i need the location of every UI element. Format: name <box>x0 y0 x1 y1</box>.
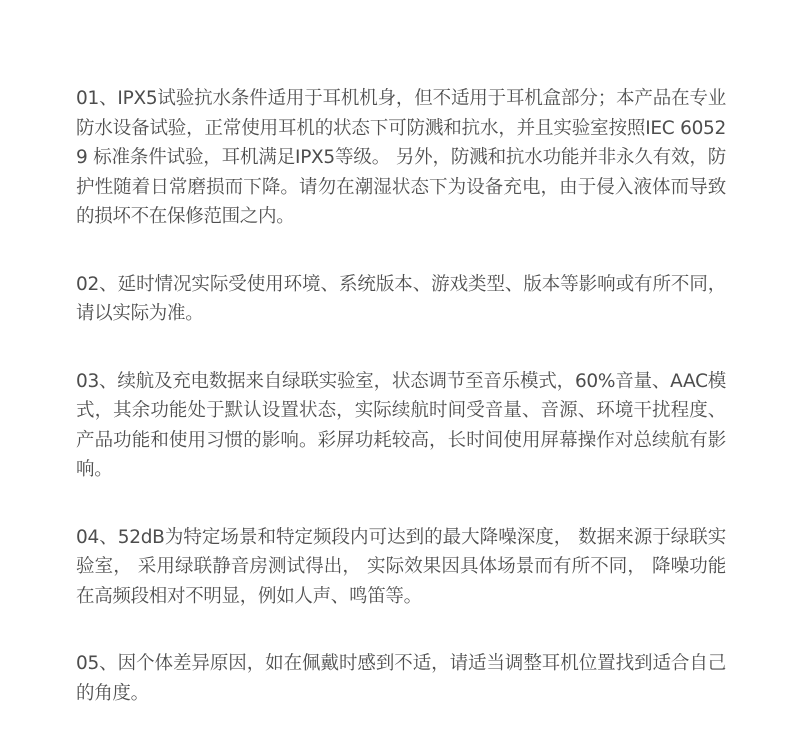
note-text: 03、续航及充电数据来自绿联实验室，状态调节至音乐模式，60%音量、AAC模式，其余功能处于默认设置状态，实际续航时间受音量、音源、环境干扰程度、产品功能和使用习惯的影响。彩屏功耗较高，长时间使用屏幕操作对总续航有影响。 <box>76 370 726 480</box>
note-item-waterproof <box>76 84 726 232</box>
note-text: 02、延时情况实际受使用环境、系统版本、游戏类型、版本等影响或有所不同，请以实际为准。 <box>76 273 726 324</box>
note-item-latency <box>76 270 726 329</box>
note-text: 05、因个体差异原因，如在佩戴时感到不适，请适当调整耳机位置找到适合自己的角度。 <box>76 653 726 704</box>
note-text: 04、52dB为特定场景和特定频段内可达到的最大降噪深度， 数据来源于绿联实验室， 采用绿联静音房测试得出， 实际效果因具体场景而有所不同， 降噪功能在高频段相对不明显，例如人声、鸣笛等。 <box>76 526 726 607</box>
note-item-wearing-comfort <box>76 649 726 708</box>
note-item-noise-cancelling <box>76 523 726 612</box>
note-text: 01、IPX5试验抗水条件适用于耳机机身，但不适用于耳机盒部分；本产品在专业防水设备试验，正常使用耳机的状态下可防溅和抗水，并且实验室按照IEC 60529 标准条件试验，耳机满足IPX5等级。 另外，防溅和抗水功能并非永久有效，防护性随着日常磨损而下降。请勿在潮湿状态下为设备充电，由于侵入液体而导致的损坏不在保修范围之内。 <box>76 88 726 227</box>
product-notes-list <box>76 84 726 746</box>
note-item-battery <box>76 367 726 485</box>
